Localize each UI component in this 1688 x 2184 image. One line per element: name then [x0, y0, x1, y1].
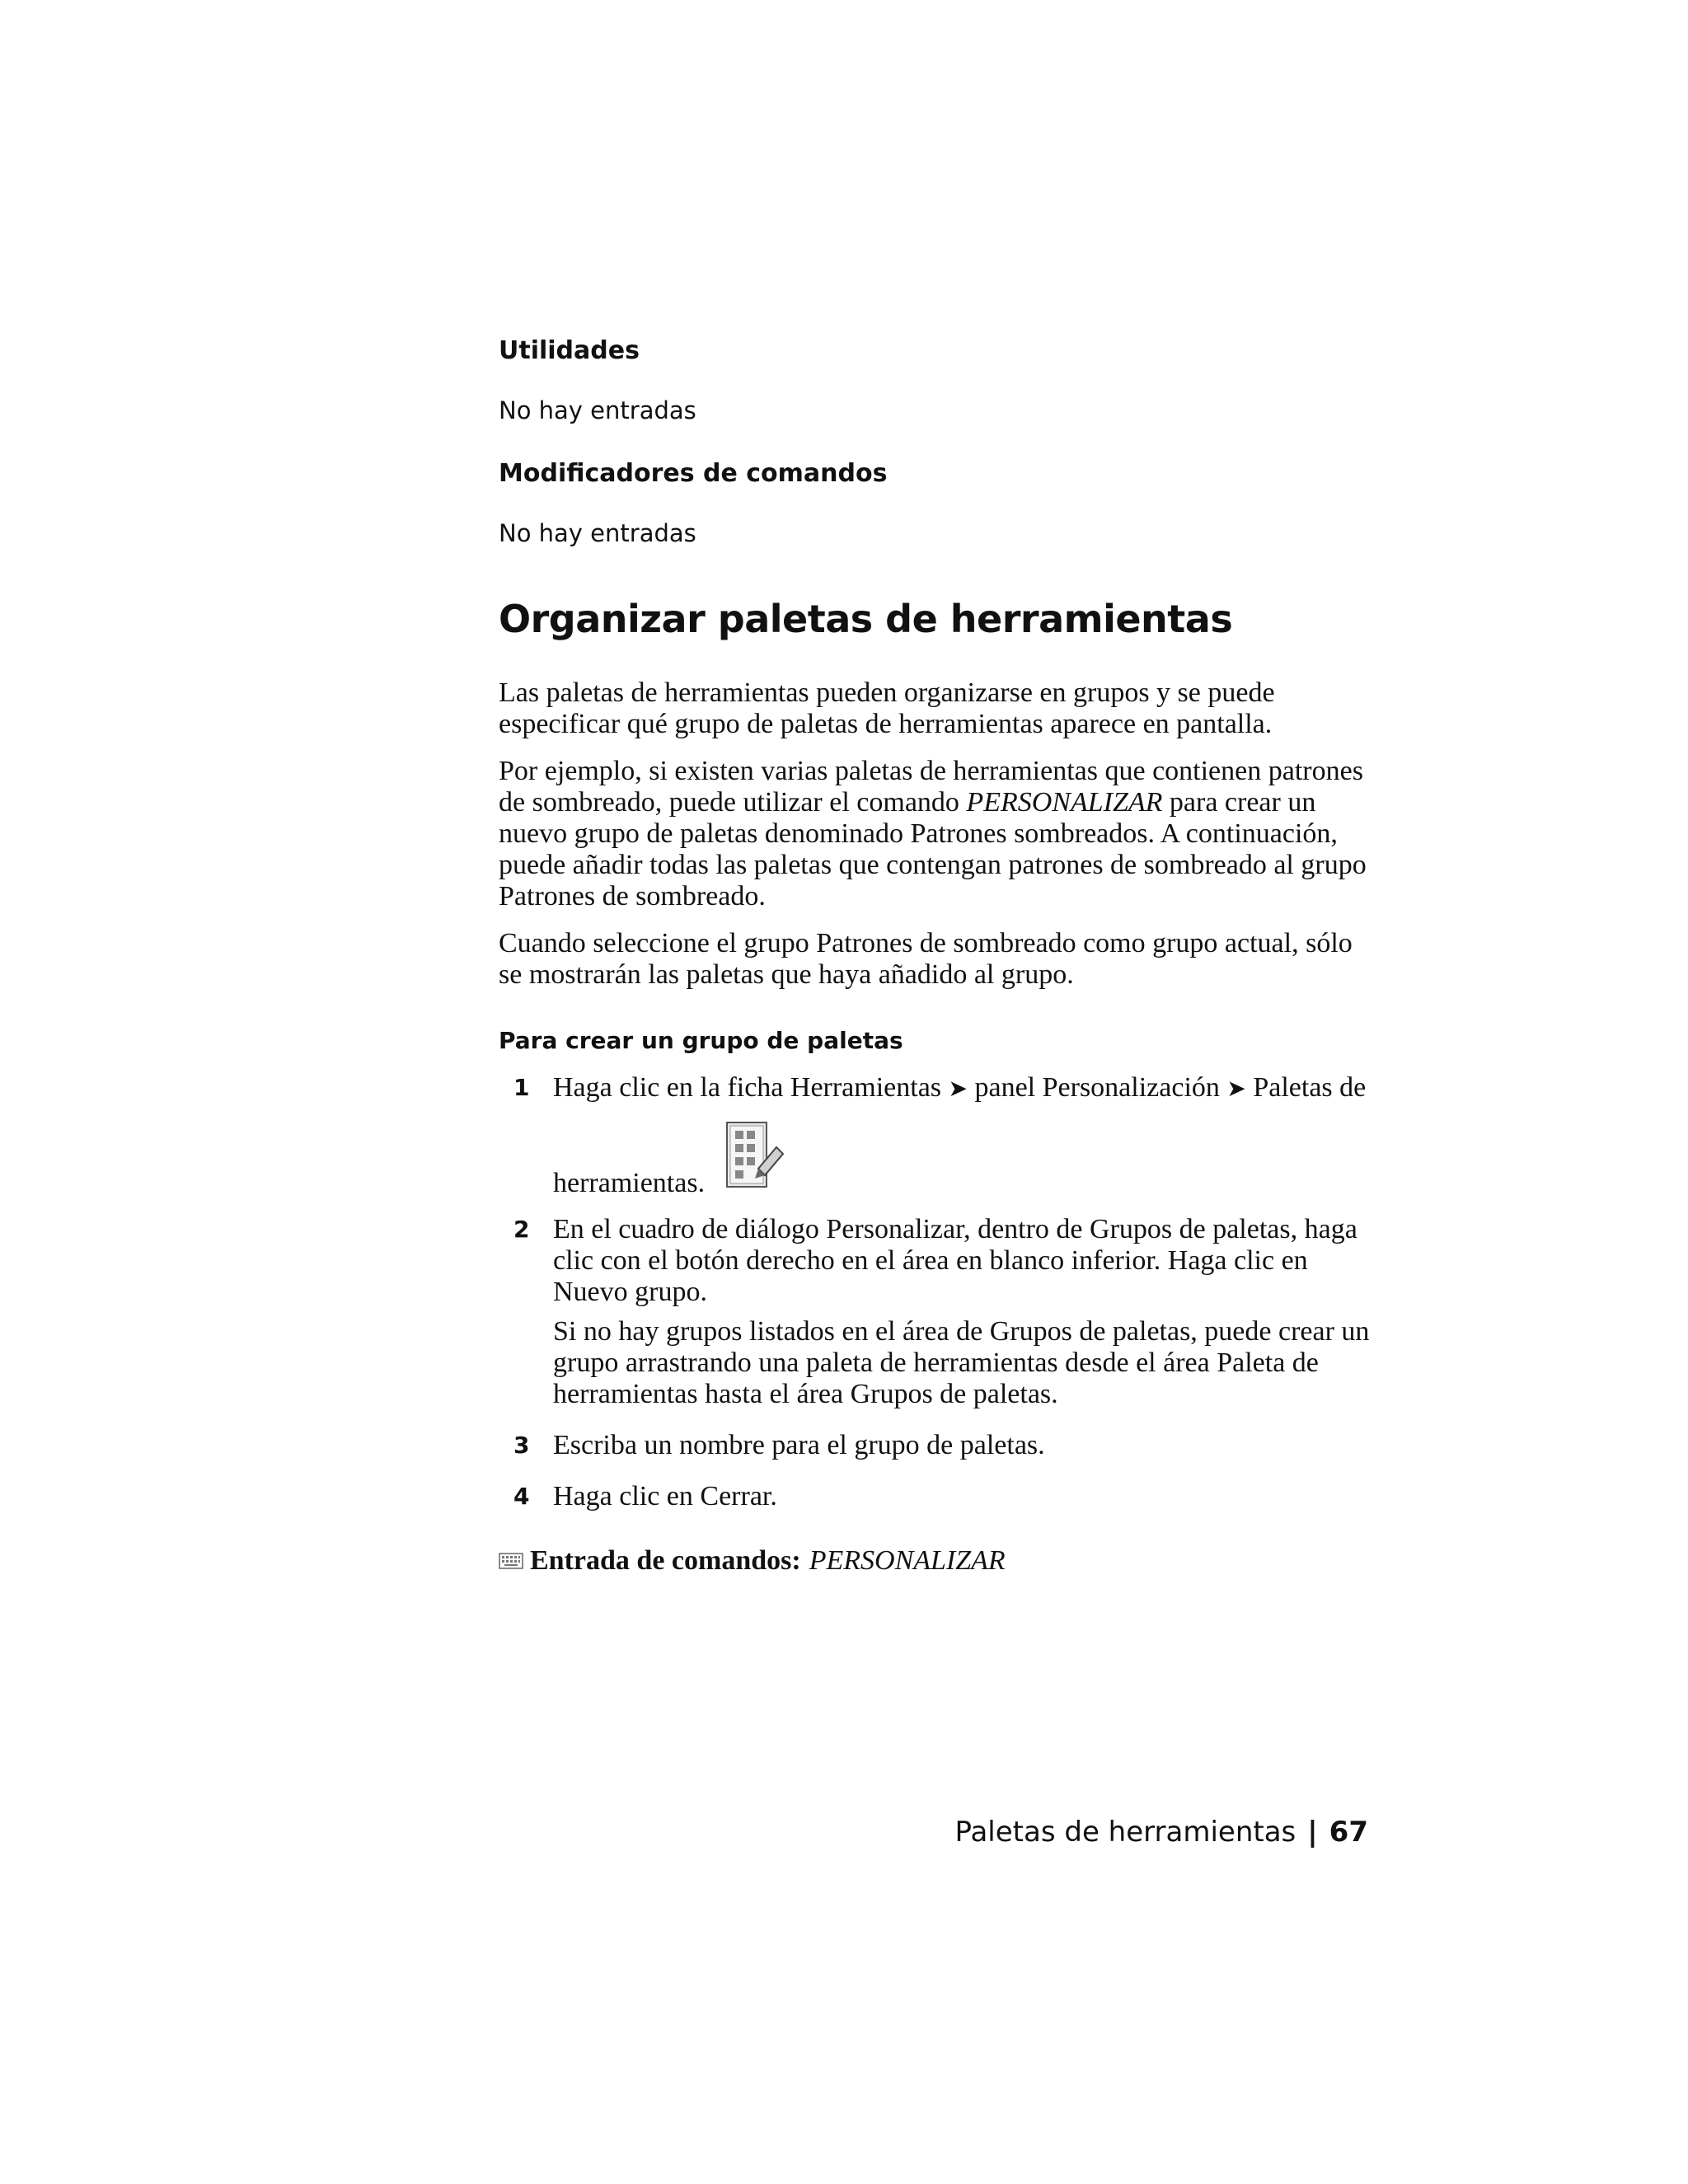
step-2 [499, 1214, 1372, 1410]
command-entry [499, 1545, 1372, 1577]
intro-paragraph: Las paletas de herramientas pueden organizarse en grupos y se puede especificar qué grupo de paletas de herramientas aparece en pantalla. [499, 677, 1275, 739]
example-text-after: para crear un nuevo grupo de paletas denominado Patrones sombreados. A continuación, puede añadir todas las paletas que contengan patrones de sombreado al grupo Patrones de sombreado. [499, 787, 1367, 912]
step-3-text: Escriba un nombre para el grupo de paletas. [553, 1430, 1045, 1460]
step-2-note: Si no hay grupos listados en el área de Grupos de paletas, puede crear un grupo arrastrando una paleta de herramientas desde el área Paleta de herramientas hasta el área Grupos de paletas. [553, 1316, 1370, 1409]
current-group-paragraph: Cuando seleccione el grupo Patrones de sombreado como grupo actual, sólo se mostrarán las paletas que haya añadido al grupo. [499, 928, 1353, 990]
keyboard-icon [499, 1545, 523, 1577]
procedure-title: Para crear un grupo de paletas [499, 1027, 903, 1054]
step-1-part3: Paletas de herramientas. [553, 1072, 1367, 1198]
section-heading: Organizar paletas de herramientas [499, 597, 1233, 641]
step-4 [499, 1481, 1372, 1512]
step-1-part2: panel Personalización [974, 1072, 1220, 1103]
step-number: 1 [513, 1074, 530, 1101]
example-text-before: Por ejemplo, si existen varias paletas de herramientas que contienen patrones de sombreado, puede utilizar el comando [499, 756, 1363, 818]
footer-separator: | [1307, 1816, 1318, 1849]
arrow-icon: ➤ [1226, 1075, 1246, 1102]
tool-palettes-icon [722, 1119, 786, 1199]
step-4-text: Haga clic en Cerrar. [553, 1481, 777, 1511]
example-paragraph [499, 756, 1372, 912]
example-command: PERSONALIZAR [966, 787, 1163, 818]
utilidades-text: No hay entradas [499, 396, 696, 424]
step-number: 4 [513, 1483, 530, 1510]
page-number: 67 [1329, 1816, 1368, 1849]
command-entry-label: Entrada de comandos: [530, 1545, 801, 1576]
modificadores-heading: Modificadores de comandos [499, 459, 888, 488]
command-entry-value: PERSONALIZAR [809, 1545, 1006, 1576]
arrow-icon: ➤ [948, 1075, 968, 1102]
page-footer [955, 1816, 1369, 1849]
step-3 [499, 1430, 1372, 1461]
step-number: 2 [513, 1216, 530, 1243]
step-2-body [553, 1214, 1372, 1410]
step-number: 3 [513, 1432, 530, 1459]
step-1-part1: Haga clic en la ficha Herramientas [553, 1072, 942, 1103]
step-1 [499, 1072, 1372, 1199]
utilidades-heading: Utilidades [499, 336, 640, 365]
step-2-text: En el cuadro de diálogo Personalizar, dentro de Grupos de paletas, haga clic con el botón derecho en el área en blanco inferior. Haga clic en Nuevo grupo. [553, 1214, 1357, 1307]
modificadores-text: No hay entradas [499, 519, 696, 547]
step-1-body [553, 1072, 1372, 1199]
page-content [499, 336, 1372, 1577]
footer-section-title: Paletas de herramientas [954, 1816, 1296, 1849]
